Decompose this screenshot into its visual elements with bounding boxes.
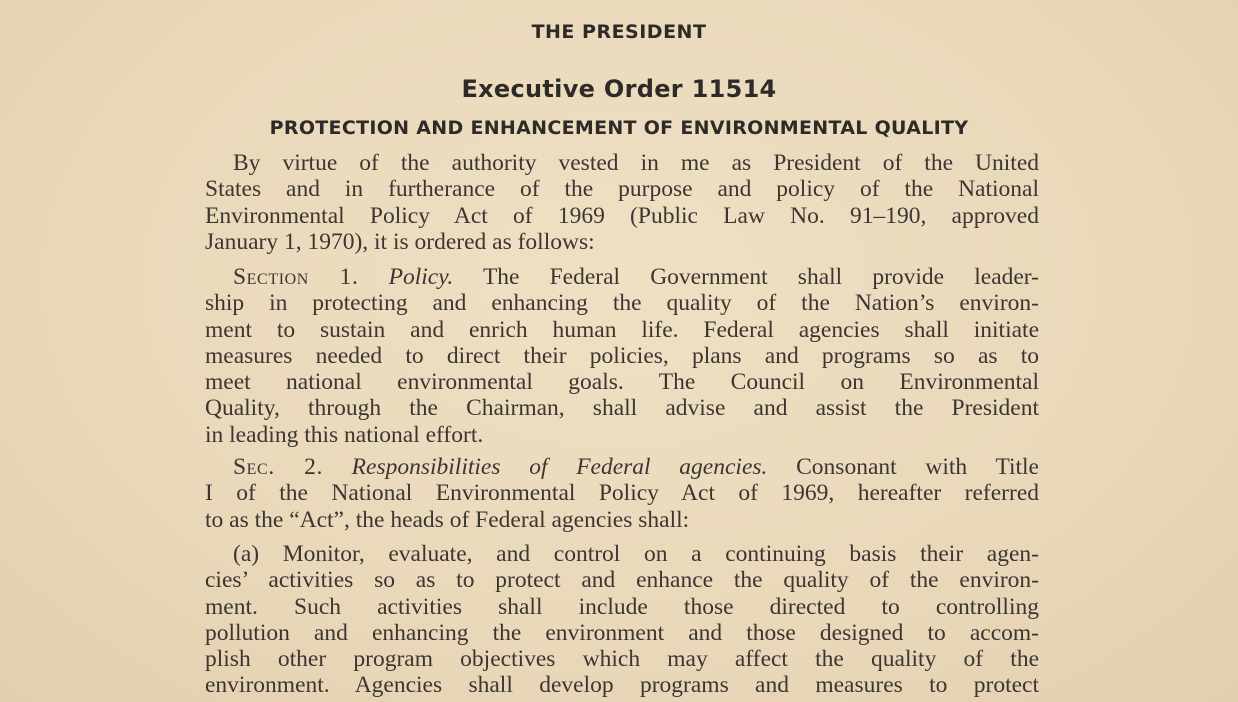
section-1-line: ment to sustain and enrich human life. Federal agencies shall initiate (205, 316, 1039, 343)
paragraph-a-line: pollution and enhancing the environment and those designed to accom- (205, 619, 1039, 646)
section-1-line: measures needed to direct their policies, plans and programs so as to (205, 342, 1039, 369)
intro-line: By virtue of the authority vested in me as President of the United (233, 150, 1039, 176)
section-2-line: to as the “Act”, the heads of Federal agencies shall: (205, 506, 690, 533)
paragraph-a-line: (a) Monitor, evaluate, and control on a continuing basis their agen- (233, 541, 1039, 567)
paragraph-a (205, 541, 1039, 699)
section-1-label: Section 1. (233, 264, 359, 290)
intro-line: January 1, 1970), it is ordered as follows: (205, 228, 595, 255)
section-2-paragraph (205, 454, 1039, 533)
section-1-line: meet national environmental goals. The Council on Environmental (205, 369, 1039, 396)
section-1-first-line-text: The Federal Government shall provide leader- (453, 264, 1039, 290)
intro-paragraph (205, 150, 1039, 255)
section-2-line: I of the National Environmental Policy Act of 1969, hereafter referred (205, 480, 1039, 507)
paragraph-a-line: ment. Such activities shall include those directed to controlling (205, 593, 1039, 620)
section-2-first-line (205, 454, 1039, 480)
running-head: THE PRESIDENT (531, 21, 707, 43)
section-1-line: ship in protecting and enhancing the quality of the Nation’s environ- (205, 290, 1039, 317)
intro-line: States and in furtherance of the purpose and policy of the National (205, 176, 1039, 203)
section-1-line: in leading this national effort. (205, 421, 484, 448)
section-2-first-line-text: Consonant with Title (767, 454, 1039, 480)
section-2-heading: Responsibilities of Federal agencies. (351, 454, 768, 480)
section-2-label: Sec. 2. (233, 454, 323, 480)
paragraph-a-line: plish other program objectives which may affect the quality of the (205, 646, 1039, 673)
intro-line: Environmental Policy Act of 1969 (Public Law No. 91–190, approved (205, 202, 1039, 229)
section-1-line: Quality, through the Chairman, shall advise and assist the President (205, 395, 1039, 422)
section-1-paragraph (205, 264, 1039, 448)
order-title: Executive Order 11514 (461, 75, 777, 103)
section-1-heading: Policy. (388, 264, 454, 290)
paragraph-a-line: cies’ activities so as to protect and enhance the quality of the environ- (205, 567, 1039, 594)
order-subtitle: PROTECTION AND ENHANCEMENT OF ENVIRONMENTAL QUALITY (269, 117, 969, 139)
section-1-first-line (205, 264, 1039, 290)
paragraph-a-line: environment. Agencies shall develop programs and measures to protect (205, 672, 1039, 699)
